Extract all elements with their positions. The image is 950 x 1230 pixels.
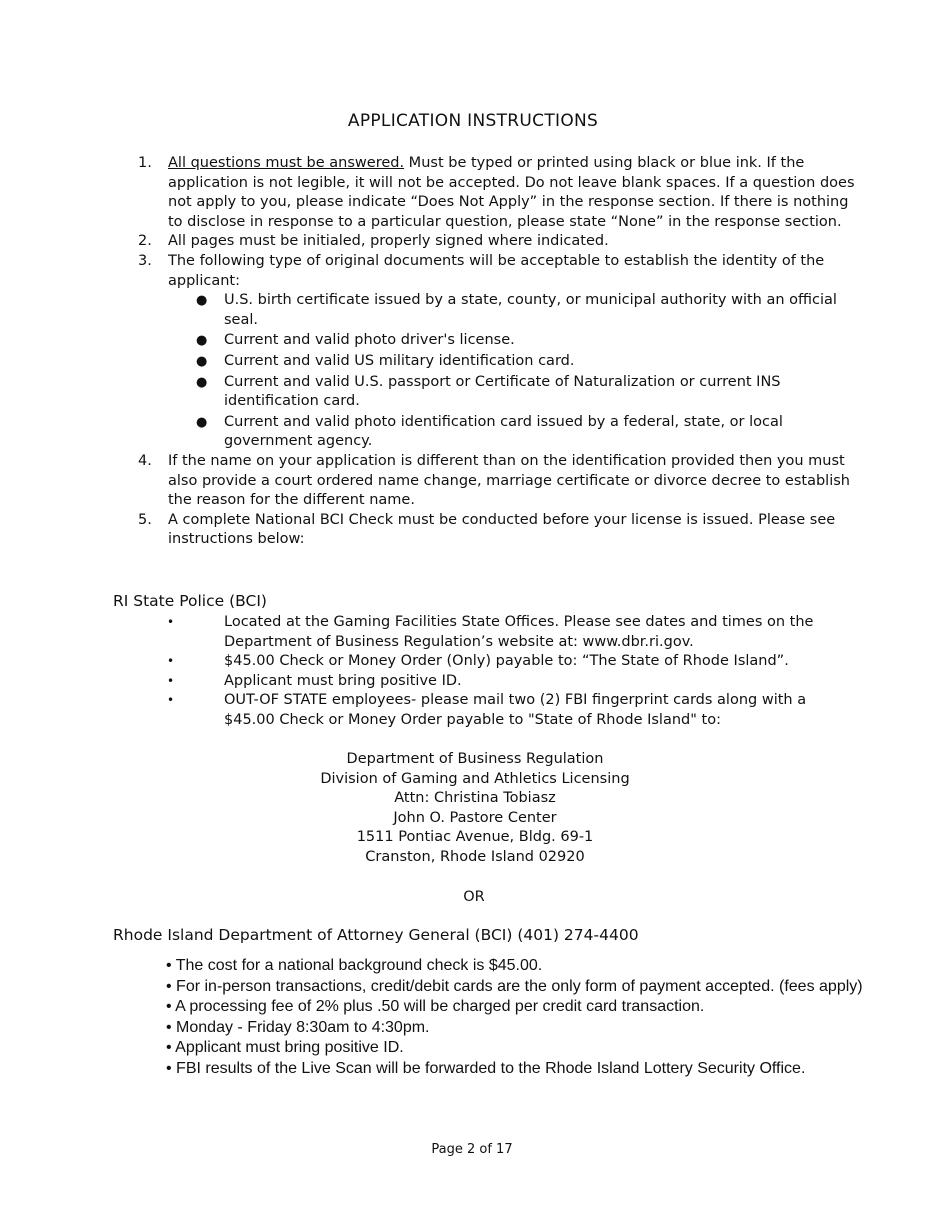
address-line: Division of Gaming and Athletics Licensing — [320, 770, 630, 787]
instruction-item-4 — [0, 452, 858, 511]
address-line: Attn: Christina Tobiasz — [394, 790, 556, 807]
list-item: • FBI results of the Live Scan will be forwarded to the Rhode Island Lottery Security Office. — [166, 1059, 806, 1077]
address-line: Department of Business Regulation — [346, 751, 604, 767]
address-line: John O. Pastore Center — [393, 809, 557, 826]
item-number: 3. — [138, 252, 152, 269]
list-item: ● U.S. birth certificate issued by a state, county, or municipal authority with an official seal. — [196, 292, 837, 328]
bullet-icon: ● — [196, 414, 208, 430]
id-documents-list — [168, 291, 858, 452]
page-title: APPLICATION INSTRUCTIONS — [347, 111, 599, 131]
item-text: If the name on your application is different than on the identification provided then you must also provide a court ordered name change, marriage certificate or divorce decree to establish the reason for the different name. — [168, 452, 850, 509]
list-item: • The cost for a national background check is $45.00. — [166, 957, 543, 974]
item-number: 5. — [138, 511, 152, 528]
ri-police-heading: RI State Police (BCI) — [113, 592, 267, 610]
bullet-icon: • — [167, 654, 175, 669]
list-item: • For in-person transactions, credit/debit cards are the only form of payment accepted. (fees apply) — [166, 977, 863, 995]
attorney-general-list — [166, 956, 946, 1080]
bullet-icon: • — [167, 673, 175, 688]
or-separator: OR — [463, 889, 485, 905]
item-text: All pages must be initialed, properly signed where indicated. — [168, 233, 609, 250]
item-text: The following type of original documents will be acceptable to establish the identity of the applicant: — [168, 252, 825, 289]
list-item: • Applicant must bring positive ID. — [166, 1039, 404, 1057]
attorney-general-heading: Rhode Island Department of Attorney General (BCI) (401) 274-4400 — [113, 926, 639, 944]
list-item: • $45.00 Check or Money Order (Only) payable to: “The State of Rhode Island”. — [0, 652, 834, 672]
list-item: • Monday - Friday 8:30am to 4:30pm. — [166, 1018, 430, 1036]
page-number: Page 2 of 17 — [431, 1142, 513, 1157]
instruction-item-1 — [0, 154, 858, 232]
list-item: ● Current and valid US military identification card. — [224, 352, 858, 372]
item-number: 1. — [138, 155, 152, 171]
mailing-address — [0, 750, 950, 868]
list-item: • Applicant must bring positive ID. — [0, 672, 834, 692]
instruction-item-5 — [0, 511, 858, 550]
item-number: 4. — [138, 452, 152, 469]
emphasis-text: All questions must be answered. — [168, 155, 405, 171]
item-text: Must be typed or printed using black or blue ink. If the application is not legible, it will not be accepted. Do not leave blank spaces. If a question does not apply to you, please indicate “Does Not Apply” in the response section. If there is nothing to disclose in response to a particular question, please state “None” in the response section. — [168, 155, 855, 230]
list-item: • A processing fee of 2% plus .50 will be charged per credit card transaction. — [166, 998, 705, 1016]
instructions-list — [0, 154, 950, 550]
list-item: ● Current and valid photo driver's license. — [224, 331, 858, 351]
bullet-icon: ● — [196, 333, 208, 349]
instruction-item-3 — [0, 252, 858, 452]
bullet-icon: ● — [196, 353, 208, 369]
list-item: • Located at the Gaming Facilities State Offices. Please see dates and times on the Department of Business Regulation’s website at: www.dbr.ri.gov. — [167, 614, 814, 650]
instruction-item-2 — [0, 232, 858, 252]
list-item: ● Current and valid U.S. passport or Certificate of Naturalization or current INS identification card. — [196, 373, 781, 410]
list-item: ● Current and valid photo identification card issued by a federal, state, or local government agency. — [196, 413, 783, 450]
bullet-icon: • — [167, 615, 175, 629]
item-text: A complete National BCI Check must be conducted before your license is issued. Please see instructions below: — [168, 511, 836, 548]
item-number: 2. — [138, 233, 152, 250]
ri-police-list — [0, 613, 950, 731]
list-item: • OUT-OF STATE employees- please mail two (2) FBI fingerprint cards along with a $45.00 Check or Money Order payable to "State of Rhode Island" to: — [167, 692, 807, 728]
bullet-icon: ● — [196, 374, 208, 390]
bullet-icon: • — [167, 693, 175, 708]
bullet-icon: ● — [196, 293, 208, 309]
address-line: Cranston, Rhode Island 02920 — [365, 848, 585, 865]
address-line: 1511 Pontiac Avenue, Bldg. 69-1 — [356, 829, 594, 846]
